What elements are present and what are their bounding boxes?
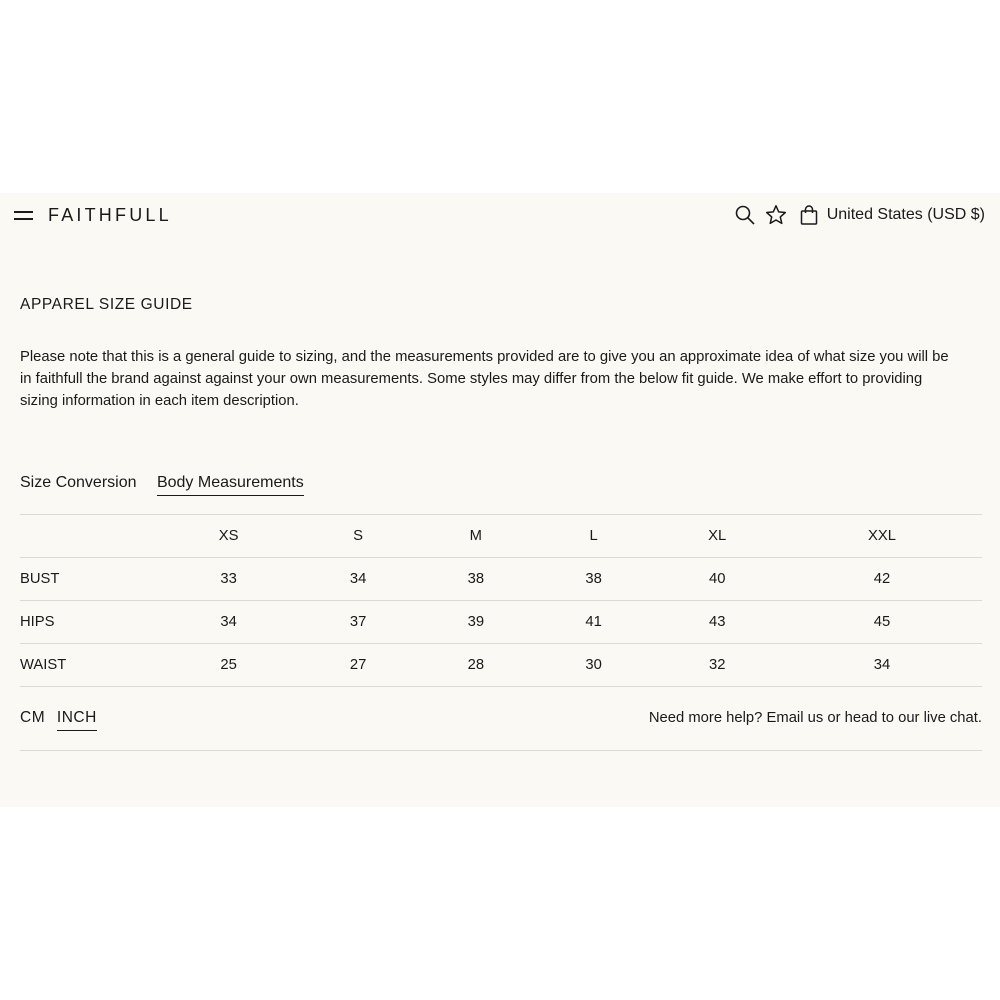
table-cell: 27 bbox=[299, 644, 417, 687]
column-header: XS bbox=[158, 515, 299, 558]
table-cell: 34 bbox=[158, 601, 299, 644]
table-cell: 33 bbox=[158, 558, 299, 601]
bag-icon[interactable] bbox=[798, 204, 820, 226]
table-cell: 25 bbox=[158, 644, 299, 687]
tab-body-measurements[interactable]: Body Measurements bbox=[157, 472, 304, 496]
table-cell: 30 bbox=[535, 644, 653, 687]
table-header-row bbox=[20, 515, 982, 558]
table-cell: 43 bbox=[652, 601, 781, 644]
table-cell: 38 bbox=[535, 558, 653, 601]
size-table bbox=[20, 514, 982, 687]
tab-bar bbox=[20, 472, 320, 498]
table-cell: 42 bbox=[782, 558, 982, 601]
tab-size-conversion[interactable]: Size Conversion bbox=[20, 474, 137, 491]
row-label: WAIST bbox=[20, 644, 158, 687]
page-title: APPAREL SIZE GUIDE bbox=[20, 296, 193, 313]
table-cell: 41 bbox=[535, 601, 653, 644]
table-cell: 32 bbox=[652, 644, 781, 687]
column-header: XXL bbox=[782, 515, 982, 558]
region-selector[interactable]: United States (USD $) bbox=[826, 206, 985, 223]
table-cell: 28 bbox=[417, 644, 535, 687]
search-icon[interactable] bbox=[734, 204, 756, 226]
table-cell: 40 bbox=[652, 558, 781, 601]
unit-toggle bbox=[20, 707, 104, 731]
row-label: HIPS bbox=[20, 601, 158, 644]
menu-icon[interactable] bbox=[14, 209, 33, 221]
divider bbox=[20, 750, 982, 751]
table-row bbox=[20, 558, 982, 601]
size-guide-panel bbox=[0, 193, 1000, 807]
column-header: S bbox=[299, 515, 417, 558]
star-icon[interactable] bbox=[765, 204, 787, 226]
table-cell: 39 bbox=[417, 601, 535, 644]
help-text[interactable]: Need more help? Email us or head to our live chat. bbox=[648, 710, 982, 726]
column-header: XL bbox=[652, 515, 781, 558]
column-header: M bbox=[417, 515, 535, 558]
unit-cm-button[interactable]: CM bbox=[20, 709, 46, 726]
corner-cell bbox=[20, 515, 158, 558]
row-label: BUST bbox=[20, 558, 158, 601]
table-cell: 37 bbox=[299, 601, 417, 644]
table-row bbox=[20, 601, 982, 644]
brand-logo[interactable]: FAITHFULL bbox=[48, 205, 172, 225]
table-cell: 38 bbox=[417, 558, 535, 601]
table-cell: 45 bbox=[782, 601, 982, 644]
column-header: L bbox=[535, 515, 653, 558]
intro-text: Please note that this is a general guide to sizing, and the measurements provided are to give you an approximate idea of what size you will be in faithfull the brand against against your own measurements. Some styles may differ from the below fit guide. We make effort to providing sizing information in each item description. bbox=[20, 349, 949, 409]
unit-inch-button[interactable]: INCH bbox=[57, 707, 97, 731]
table-cell: 34 bbox=[299, 558, 417, 601]
table-row bbox=[20, 644, 982, 687]
table-cell: 34 bbox=[782, 644, 982, 687]
